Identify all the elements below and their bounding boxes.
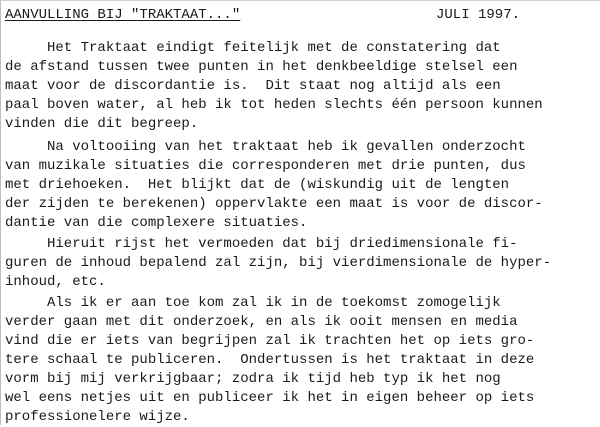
text-line: vorm bij mij verkrijgbaar; zodra ik tijd heb typ ik het nog bbox=[5, 371, 501, 387]
text-line: wel eens netjes uit en publiceer ik het in eigen beheer op iets bbox=[5, 390, 535, 406]
paragraph-2 bbox=[5, 138, 599, 233]
text-line: der zijden te berekenen) oppervlakte een maat is voor de discor- bbox=[5, 196, 543, 212]
text-line: met driehoeken. Het blijkt dat de (wiskundig uit de lengten bbox=[5, 177, 510, 193]
text-line: vinden die dit begreep. bbox=[5, 116, 199, 132]
text-line: maat voor de discordantie is. Dit staat nog altijd als een bbox=[5, 78, 501, 94]
text-line: Hieruit rijst het vermoeden dat bij driedimensionale fi- bbox=[5, 236, 518, 252]
text-line: de afstand tussen twee punten in het denkbeeldige stelsel een bbox=[5, 59, 518, 75]
text-line: dantie van die complexere situaties. bbox=[5, 215, 308, 231]
text-line: Het Traktaat eindigt feitelijk met de constatering dat bbox=[5, 40, 501, 56]
text-line: guren de inhoud bepalend zal zijn, bij vierdimensionale de hyper- bbox=[5, 255, 552, 271]
document-date: JULI 1997. bbox=[436, 7, 521, 23]
text-line: inhoud, etc. bbox=[5, 274, 106, 290]
text-line: Na voltooiing van het traktaat heb ik gevallen onderzocht bbox=[5, 139, 526, 155]
text-line: vind die er iets van begrijpen zal ik trachten het op iets gro- bbox=[5, 333, 535, 349]
document-title: AANVULLING BIJ "TRAKTAAT..." bbox=[5, 7, 241, 23]
text-line: tere schaal te publiceren. Ondertussen is het traktaat in deze bbox=[5, 352, 535, 368]
text-line: Als ik er aan toe kom zal ik in de toekomst zomogelijk bbox=[5, 295, 501, 311]
text-line: verder gaan met dit onderzoek, en als ik ooit mensen en media bbox=[5, 314, 518, 330]
paragraph-1 bbox=[5, 39, 599, 134]
text-line: van muzikale situaties die corresponderen met drie punten, dus bbox=[5, 158, 526, 174]
text-line: paal boven water, al heb ik tot heden slechts één persoon kunnen bbox=[5, 97, 543, 113]
text-line: professionelere wijze. bbox=[5, 409, 190, 425]
document-header bbox=[5, 7, 597, 25]
paragraph-4 bbox=[5, 294, 599, 427]
paragraph-3 bbox=[5, 235, 599, 292]
